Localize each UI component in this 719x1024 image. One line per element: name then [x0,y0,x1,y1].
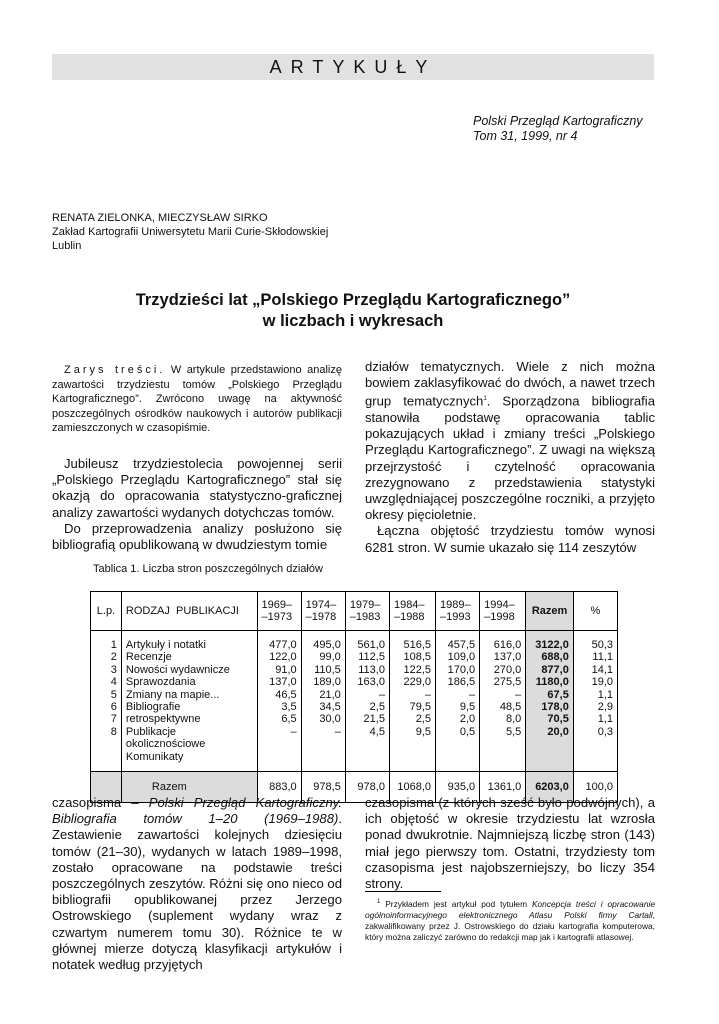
table-header-cell: Razem [526,592,574,631]
table-cell: 616,0 [493,639,522,651]
table-cell: 30,0 [319,713,341,726]
table-footer-cell: 6203,0 [526,772,574,803]
table-cell: 34,5 [319,701,341,714]
table-cell: 4,5 [369,725,385,738]
table-cell: 0,5 [459,725,476,738]
table-cell: – [378,688,385,701]
table-cell: 70,5 [547,713,569,726]
table-cell: 11,1 [592,651,613,664]
table-column-cell [301,631,345,772]
table-cell: 1 [110,639,117,651]
text-span: czasopisma – [52,795,149,810]
table-cell: 163,0 [357,676,385,689]
table-cell: 2,9 [597,701,613,714]
table-cell: Recenzje [125,651,172,664]
table-cell: 21,5 [363,713,385,726]
table-footer-cell: 1068,0 [389,772,435,803]
table-cell: 275,5 [493,676,522,689]
table-cell: Publikacje okolicznościowe [125,725,206,751]
table-cell: 516,5 [403,639,432,651]
table-cell: 1,1 [597,713,613,726]
italic-title: Polski Przegląd Kartograficzny. Bibliografia tomów 1–20 (1969–1988) [52,795,342,827]
title-line-1: Trzydzieści lat „Polskiego Przeglądu Kartograficznego” [135,291,571,309]
table-cell: 7 [110,713,117,726]
table-column-cell [91,631,122,772]
paragraph: czasopisma (z których sześć było podwójnych), a ich objętość w okresie trzydziestu lat wzrosła ponad dwukrotnie. Najmniejszą liczbę stron (143) miał jego pierwszy tom. Ostatni, trzydziesty tom czasopisma jest najobszerniejszy, bo liczy 354 strony. [365,795,655,892]
journal-name: Polski Przegląd Kartograficzny [473,114,643,128]
table-cell: – [290,725,297,738]
table-column-cell [573,631,617,772]
author-names: RENATA ZIELONKA, MIECZYSŁAW SIRKO [52,212,268,224]
table-cell: Nowości wydawnicze [125,663,230,676]
text-span: , zakwalifikowany przez J. Ostrowskiego do działu kartografia komputerowa, który można zaliczyć zarówno do redakcji map jak i kartografii atlasowej. [365,910,655,943]
table-column-cell [257,631,301,772]
table-cell: 79,5 [409,701,432,714]
footnote [365,897,655,944]
table-header-cell: 1989– –1993 [436,592,480,631]
table-cell: 8,0 [505,713,522,726]
table-cell: 5 [110,688,117,701]
table-cell: 270,0 [493,663,522,676]
table-cell: 0,3 [597,725,613,738]
text-span: działów tematycznych. Wiele z nich można bowiem zaklasyfikować do dwóch, a nawet trzech grup tematycznych [365,359,655,409]
authors-block [52,211,328,253]
footnote-ref: 1 [483,396,487,403]
table-cell: 48,5 [499,701,522,714]
table-column-cell [345,631,389,772]
journal-volume: Tom 31, 1999, nr 4 [473,129,578,143]
author-city: Lublin [52,240,82,252]
table-cell: 2 [110,651,117,664]
paragraph: Jubileusz trzydziestolecia powojennej serii „Polskiego Przeglądu Kartograficznego” stał się okazją do opracowania statystyczno-graficznej analizy zawartości wydanych dotychczas tomów. [52,456,342,520]
table-cell: 14,1 [591,663,613,676]
table-cell: 1,1 [597,688,613,701]
table-footer-cell: 935,0 [436,772,480,803]
table-column-cell [436,631,480,772]
table-cell: 21,0 [319,688,341,701]
table-cell: 46,5 [275,688,297,701]
table-header-cell: % [573,592,617,631]
table-cell: 561,0 [357,639,385,651]
table-cell: 186,5 [447,676,476,689]
table-cell: – [469,688,476,701]
table-cell: 170,0 [447,663,476,676]
footnote-divider [365,891,441,892]
table-cell: Artykuły i notatki [125,639,206,651]
table-cell: 3 [110,663,117,676]
table-cell: 5,5 [505,725,522,738]
table-footer-cell: 1361,0 [480,772,526,803]
table-cell: 877,0 [541,663,569,676]
table-cell: Zmiany na mapie... [125,688,220,701]
table-column-cell [121,631,257,772]
text-span: . Zestawienie zawartości kolejnych dziesięciu tomów (21–30), wydanych w latach 1989–1998, zostało opracowane na podstawie treści poszczególnych zeszytów. Różni się ono nieco od bibliografii opublikowanej przez Jerzego Ostrowskiego (suplement wydany wraz z czwartym numerem tomu 30). Różnice te w głównej mierze dotyczą klasyfikacji artykułów i notatek według przyjętych [52,811,342,973]
paragraph [52,795,342,973]
section-banner: ARTYKUŁY [52,54,654,80]
table-cell: 108,5 [403,651,432,664]
table-footer-cell: 978,5 [301,772,345,803]
text-span: Przykładem jest artykuł pod tytułem [380,898,532,909]
table-cell: 122,0 [269,651,297,664]
table-column-cell [526,631,574,772]
table-cell: 122,5 [403,663,432,676]
table-footer-cell: 978,0 [345,772,389,803]
table-cell: 1180,0 [535,676,569,689]
table-header-cell: 1994– –1998 [480,592,526,631]
table-cell: 2,5 [369,701,385,714]
table-footer-cell: 883,0 [257,772,301,803]
table-cell: 110,5 [314,663,341,676]
table-header-row [91,592,618,631]
table-cell: 50,3 [591,639,613,651]
abstract-label: Zarys treści. [64,364,166,376]
table-cell: 4 [110,676,117,689]
table-caption: Tablica 1. Liczba stron poszczególnych działów [93,563,323,575]
body-left-top [52,456,342,553]
table-cell: 6 [110,701,117,714]
table-header-cell: 1984– –1988 [389,592,435,631]
table-cell: 189,0 [313,676,341,689]
title-line-2: w liczbach i wykresach [262,312,444,330]
table-cell: 112,5 [358,651,385,664]
table-cell: 9,5 [459,701,476,714]
table-cell: 229,0 [403,676,432,689]
italic-title: Koncepcja treści i opracowanie ogólnoinformacyjnego elektronicznego Atlasu Polski firmy Cartall [365,898,655,920]
paragraph [365,359,655,523]
table-cell: 178,0 [541,701,569,714]
journal-info [473,114,643,144]
table-cell: Komunikaty [125,750,184,763]
table-header-cell: 1974– –1978 [301,592,345,631]
table-cell: 2,0 [459,713,476,726]
article-title [52,290,654,332]
footnote-number: 1 [377,899,381,905]
paragraph: Łączna objętość trzydziestu tomów wynosi 6281 stron. W sumie ukazało się 114 zeszytów [365,523,655,555]
table-column-cell [389,631,435,772]
table-cell: 9,5 [415,725,432,738]
table-cell: 688,0 [541,651,569,664]
table-cell: – [334,725,341,738]
table-cell: 3122,0 [535,639,569,651]
body-right-bottom [365,795,655,892]
table-cell: 67,5 [547,688,569,701]
table-cell: 2,5 [415,713,432,726]
table-cell: 457,5 [447,639,476,651]
table-cell: 99,0 [319,651,341,664]
table-cell: 6,5 [281,713,297,726]
author-affiliation: Zakład Kartografii Uniwersytetu Marii Curie-Skłodowskiej [52,226,329,238]
body-right-top [365,359,655,556]
table-header-cell: L.p. [91,592,122,631]
table-cell: 19,0 [591,676,613,689]
table-cell: 3,5 [281,701,297,714]
data-table [90,591,618,803]
abstract-text: W artykule przedstawiono analizę zawartości trzydziestu tomów „Polskiego Przeglądu Kartograficznego”. Zwrócono uwagę na aktywność poszczególnych ośrodków naukowych i autorów publikacji zamieszczonych w czasopiśmie. [52,364,342,434]
table-cell: – [424,688,432,701]
table-cell: 477,0 [269,639,297,651]
table-column-cell [480,631,526,772]
text-span: . Sporządzona bibliografia stanowiła podstawę opracowania tablic pokazujących układ i zmiany treści „Polskiego Przeglądu Kartograficznego”. Z uwagi na większą przejrzystość i czytelność opracowania zrezygnowano z przedstawienia statystyki uwzględniającej poszczególne roczniki, a przyjęto okresy pięcioletnie. [365,393,655,523]
table-cell: 8 [110,725,117,738]
table-footer-cell: Razem [121,772,257,803]
table-cell: 113,0 [358,663,385,676]
table-cell: 495,0 [313,639,341,651]
paragraph: Do przeprowadzenia analizy posłużono się bibliografią opublikowaną w dwudziestym tomie [52,520,342,553]
table-cell: – [515,688,522,701]
table-cell: 91,0 [275,663,297,676]
table-cell: 20,0 [547,725,569,738]
table-cell: Bibliografie retrospektywne [125,701,201,726]
table-footer-cell: 100,0 [573,772,617,803]
table-body-row [91,631,618,772]
table-header-cell: RODZAJ PUBLIKACJI [121,592,257,631]
table-cell: 137,0 [269,676,297,689]
table-header-cell: 1979– –1983 [345,592,389,631]
abstract [52,363,342,436]
table-cell: 137,0 [493,651,522,664]
table-cell: 109,0 [447,651,476,664]
body-left-bottom [52,795,342,973]
table-header-cell: 1969– –1973 [257,592,301,631]
table-cell: Sprawozdania [125,676,196,689]
